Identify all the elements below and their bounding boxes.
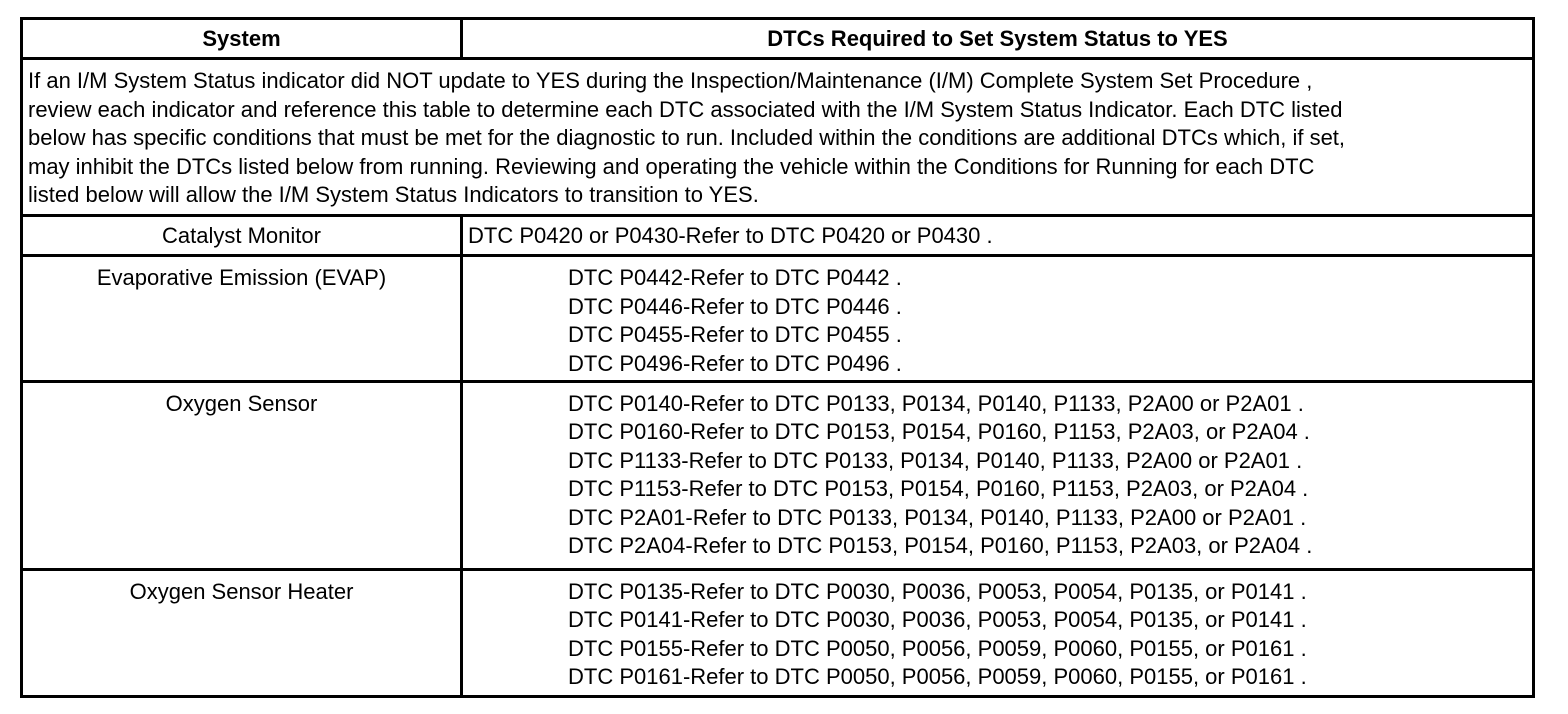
intro-line: below has specific conditions that must be met for the diagnostic to run. Included within the conditions are additional DTCs which, if set, <box>28 125 1346 151</box>
intro-row <box>22 59 1534 216</box>
table-row-oxygen-sensor-heater <box>22 569 1534 696</box>
dtc-line: DTC P0161-Refer to DTC P0050, P0056, P0059, P0060, P0155, or P0161 . <box>568 664 1307 690</box>
table-row-oxygen-sensor <box>22 381 1534 569</box>
table-row-catalyst-monitor <box>22 216 1534 256</box>
dtc-cell <box>462 381 1534 569</box>
intro-line: listed below will allow the I/M System Status Indicators to transition to YES. <box>28 182 759 208</box>
table-row-evap <box>22 256 1534 381</box>
dtc-line: DTC P1133-Refer to DTC P0133, P0134, P0140, P1133, P2A00 or P2A01 . <box>568 447 1303 473</box>
dtc-line: DTC P0446-Refer to DTC P0446 . <box>568 293 902 319</box>
system-cell: Evaporative Emission (EVAP) <box>22 256 462 381</box>
system-cell: Oxygen Sensor Heater <box>22 569 462 696</box>
header-system: System <box>22 19 462 59</box>
intro-line: review each indicator and reference this table to determine each DTC associated with the I/M System Status Indicator. Each DTC listed <box>28 96 1343 122</box>
table-header-row <box>22 19 1534 59</box>
dtc-line: DTC P0496-Refer to DTC P0496 . <box>568 350 902 376</box>
dtc-cell <box>462 569 1534 696</box>
dtc-cell <box>462 256 1534 381</box>
dtc-status-table <box>20 17 1535 698</box>
dtc-line: DTC P0141-Refer to DTC P0030, P0036, P0053, P0054, P0135, or P0141 . <box>568 607 1307 633</box>
dtc-line: DTC P0455-Refer to DTC P0455 . <box>568 322 902 348</box>
dtc-line: DTC P1153-Refer to DTC P0153, P0154, P0160, P1153, P2A03, or P2A04 . <box>568 476 1309 502</box>
intro-line: If an I/M System Status indicator did NOT update to YES during the Inspection/Maintenance (I/M) Complete System Set Procedure , <box>28 68 1313 94</box>
header-dtcs: DTCs Required to Set System Status to YES <box>462 19 1534 59</box>
dtc-line: DTC P0160-Refer to DTC P0153, P0154, P0160, P1153, P2A03, or P2A04 . <box>568 419 1310 445</box>
dtc-cell <box>462 216 1534 256</box>
dtc-line: DTC P0420 or P0430-Refer to DTC P0420 or P0430 . <box>468 222 993 248</box>
intro-line: may inhibit the DTCs listed below from running. Reviewing and operating the vehicle within the Conditions for Running for each DTC <box>28 153 1315 179</box>
intro-text <box>22 59 1534 216</box>
dtc-line: DTC P0155-Refer to DTC P0050, P0056, P0059, P0060, P0155, or P0161 . <box>568 635 1307 661</box>
system-cell: Catalyst Monitor <box>22 216 462 256</box>
dtc-line: DTC P0135-Refer to DTC P0030, P0036, P0053, P0054, P0135, or P0141 . <box>568 578 1307 604</box>
dtc-line: DTC P2A04-Refer to DTC P0153, P0154, P0160, P1153, P2A03, or P2A04 . <box>568 533 1313 559</box>
system-cell: Oxygen Sensor <box>22 381 462 569</box>
dtc-line: DTC P0140-Refer to DTC P0133, P0134, P0140, P1133, P2A00 or P2A01 . <box>568 390 1304 416</box>
dtc-line: DTC P2A01-Refer to DTC P0133, P0134, P0140, P1133, P2A00 or P2A01 . <box>568 504 1307 530</box>
dtc-line: DTC P0442-Refer to DTC P0442 . <box>568 265 902 291</box>
